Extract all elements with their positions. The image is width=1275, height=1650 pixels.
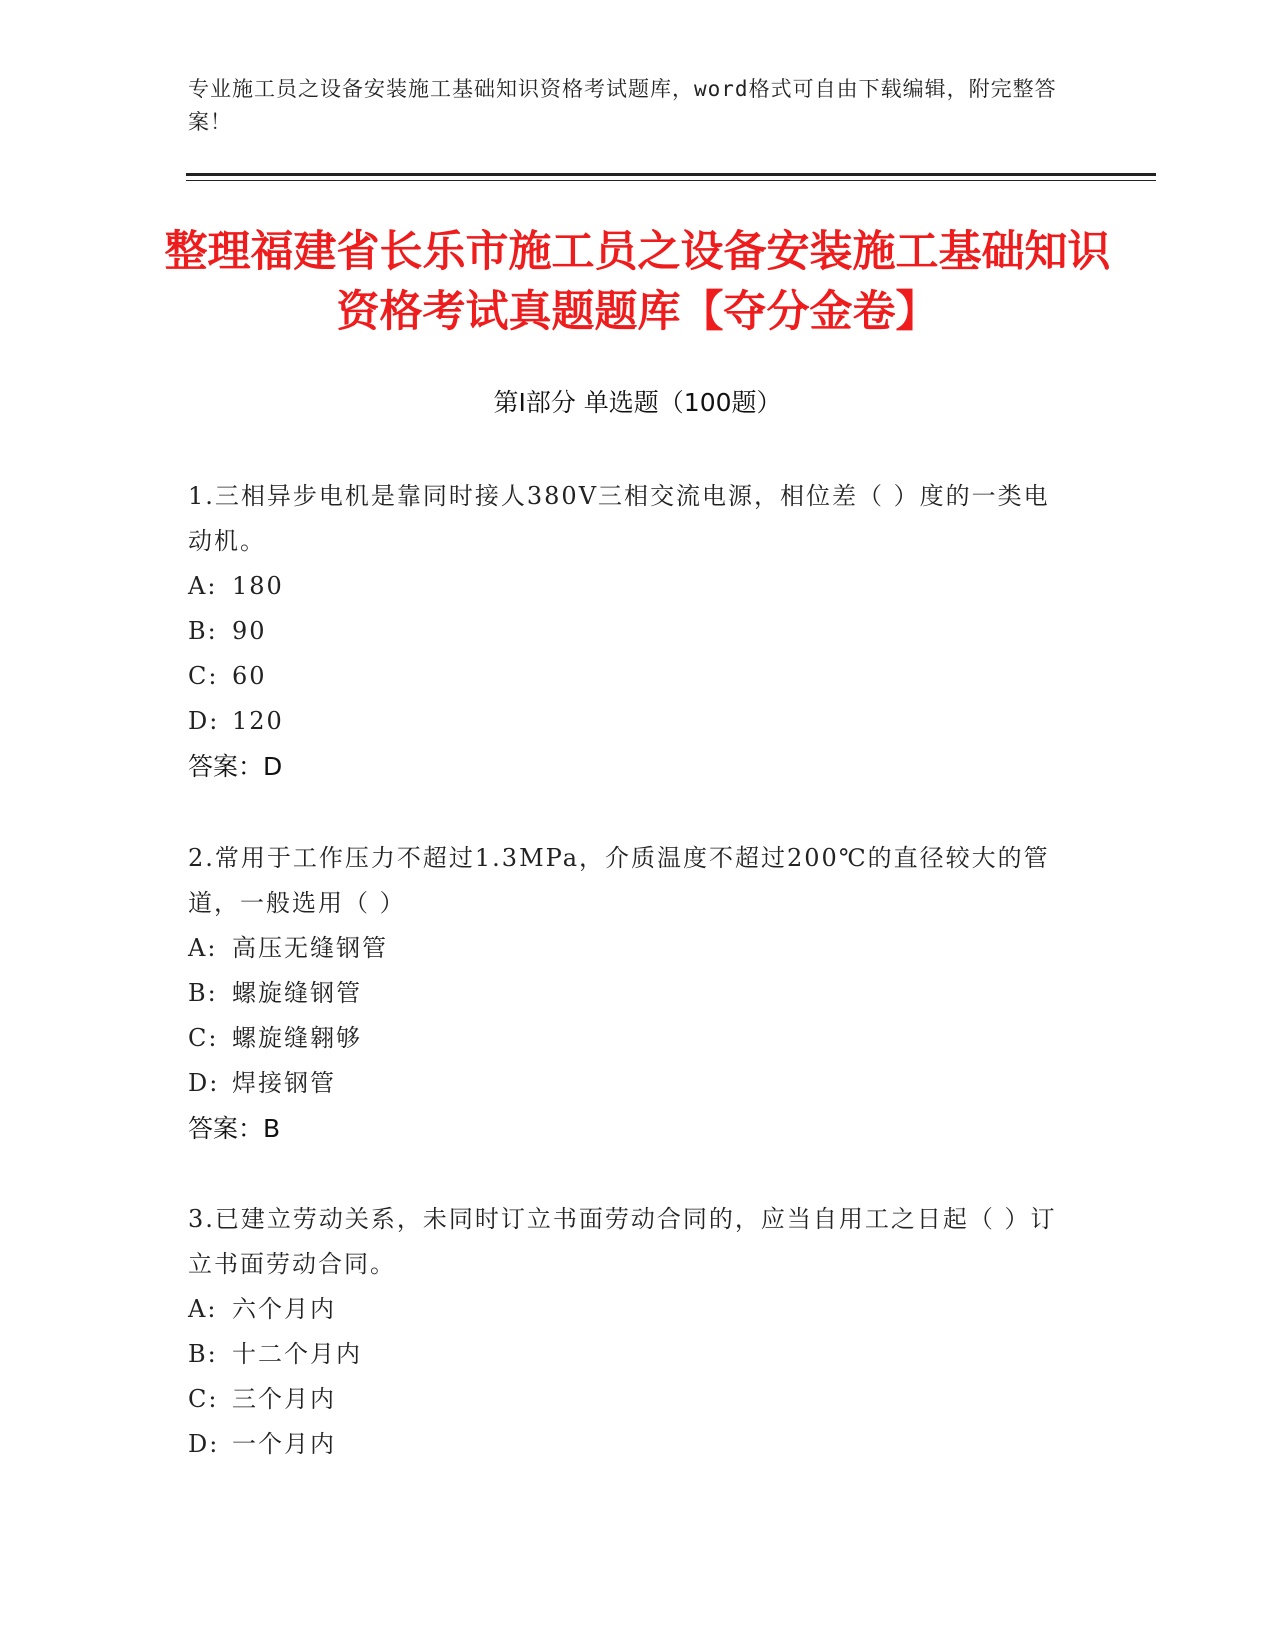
option-d bbox=[188, 1422, 1068, 1467]
option-letter: D: bbox=[188, 707, 220, 735]
option-letter: D: bbox=[188, 1430, 220, 1458]
option-c bbox=[188, 1016, 1068, 1061]
header-divider-thick bbox=[186, 173, 1156, 176]
option-text: 十二个月内 bbox=[232, 1340, 362, 1368]
option-letter: C: bbox=[188, 1024, 219, 1052]
option-d bbox=[188, 699, 1068, 744]
answer-line: 答案：B bbox=[188, 1114, 281, 1143]
question-stem: 3.已建立劳动关系，未同时订立书面劳动合同的，应当自用工之日起（ ）订立书面劳动合同。 bbox=[188, 1205, 1057, 1278]
option-text: 60 bbox=[232, 662, 267, 690]
option-d bbox=[188, 1061, 1068, 1106]
option-a bbox=[188, 1287, 1068, 1332]
question-1 bbox=[188, 474, 1068, 789]
option-letter: A: bbox=[188, 572, 218, 600]
option-a bbox=[188, 564, 1068, 609]
option-b bbox=[188, 971, 1068, 1016]
option-b bbox=[188, 1332, 1068, 1377]
option-letter: D: bbox=[188, 1069, 220, 1097]
option-text: 90 bbox=[232, 617, 267, 645]
option-c bbox=[188, 654, 1068, 699]
section-title: 第Ⅰ部分 单选题（100题） bbox=[493, 388, 782, 417]
document-title: 整理福建省长乐市施工员之设备安装施工基础知识资格考试真题题库【夺分金卷】 bbox=[164, 227, 1111, 337]
option-text: 180 bbox=[232, 572, 284, 600]
option-letter: B: bbox=[188, 617, 218, 645]
option-letter: B: bbox=[188, 979, 218, 1007]
option-b bbox=[188, 609, 1068, 654]
question-3 bbox=[188, 1197, 1068, 1467]
option-c bbox=[188, 1377, 1068, 1422]
question-2 bbox=[188, 836, 1068, 1151]
answer-line: 答案：D bbox=[188, 752, 283, 781]
option-letter: C: bbox=[188, 1385, 219, 1413]
option-text: 螺旋缝钢管 bbox=[232, 979, 362, 1007]
option-text: 120 bbox=[232, 707, 284, 735]
header-note: 专业施工员之设备安装施工基础知识资格考试题库，word格式可自由下载编辑，附完整答案！ bbox=[188, 77, 1057, 134]
option-letter: C: bbox=[188, 662, 219, 690]
option-letter: A: bbox=[188, 1295, 218, 1323]
question-stem: 1.三相异步电机是靠同时接人380V三相交流电源，相位差（ ）度的一类电动机。 bbox=[188, 482, 1050, 555]
header-divider-thin bbox=[186, 180, 1156, 181]
option-letter: A: bbox=[188, 934, 218, 962]
option-text: 高压无缝钢管 bbox=[232, 934, 388, 962]
question-stem: 2.常用于工作压力不超过1.3MPa，介质温度不超过200℃的直径较大的管道，一般选用（ ） bbox=[188, 844, 1050, 917]
option-text: 一个月内 bbox=[232, 1430, 336, 1458]
option-text: 螺旋缝翱够 bbox=[232, 1024, 362, 1052]
option-text: 焊接钢管 bbox=[232, 1069, 336, 1097]
option-a bbox=[188, 926, 1068, 971]
option-letter: B: bbox=[188, 1340, 218, 1368]
option-text: 三个月内 bbox=[232, 1385, 336, 1413]
option-text: 六个月内 bbox=[232, 1295, 336, 1323]
